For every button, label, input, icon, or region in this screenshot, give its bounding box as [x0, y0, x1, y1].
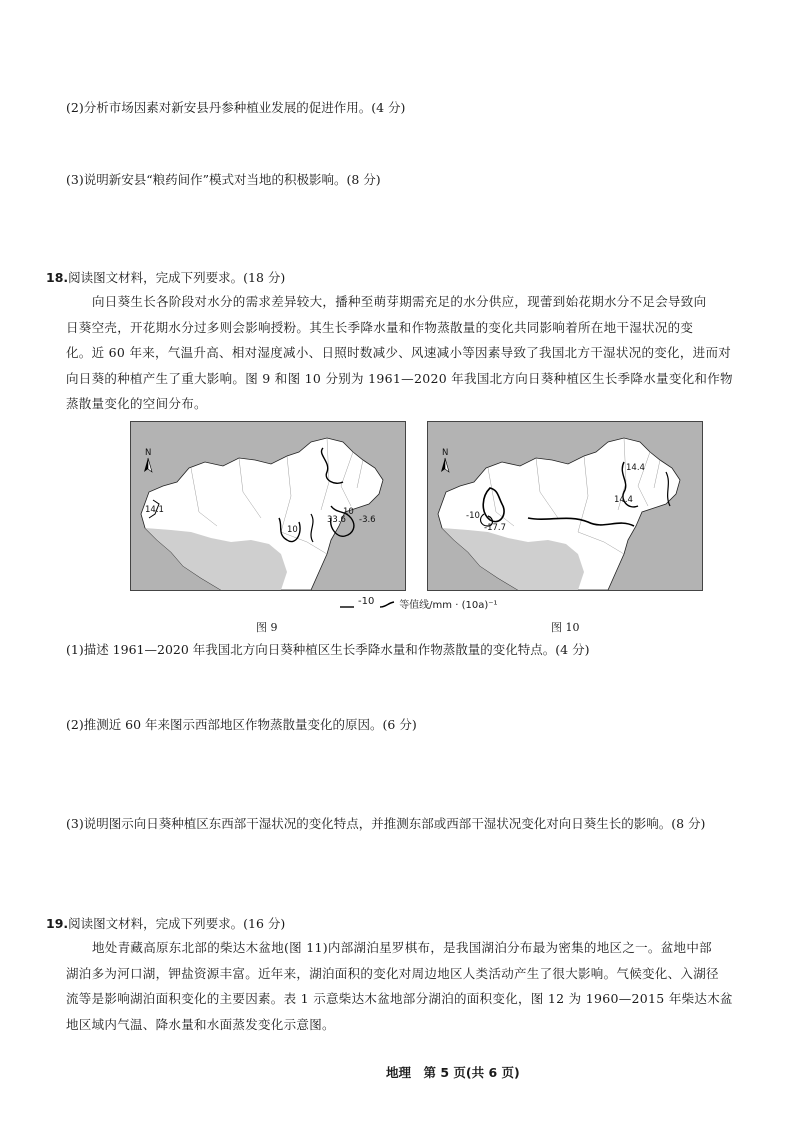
q18-header [46, 269, 285, 287]
q18-header-text: 阅读图文材料，完成下列要求。(18 分) [68, 270, 286, 285]
q19-passage-line: 地区域内气温、降水量和水面蒸发变化示意图。 [66, 1016, 335, 1032]
map10-label: -10 [466, 511, 480, 521]
q19-passage [66, 935, 776, 1037]
map9-label: 33.6 [327, 515, 346, 525]
q19-passage-line: 湖泊多为河口湖，钾盐资源丰富。近年来，湖泊面积的变化对周边地区人类活动产生了很大影响。气候变化、入湖径 [66, 965, 719, 981]
q18-passage-line: 化。近 60 年来，气温升高、相对湿度减小、日照时数减少、风速减小等因素导致了我国北方干湿状况的变化，进而对 [66, 345, 732, 360]
figure-10-map [427, 421, 703, 591]
q19-number: 19. [46, 916, 69, 931]
map-legend [338, 596, 498, 611]
map9-label: 14.1 [145, 505, 164, 515]
q18-passage-line: 向日葵的种植产生了重大影响。图 9 和图 10 分别为 1961—2020 年我国北方向日葵种植区生长季降水量变化和作物 [66, 370, 733, 386]
q19-header-text: 阅读图文材料，完成下列要求。(16 分) [68, 916, 286, 931]
q18-subquestion-2: (2)推测近 60 年来图示西部地区作物蒸散量变化的原因。(6 分) [66, 717, 417, 732]
q17-subquestion-2: (2)分析市场因素对新安县丹参种植业发展的促进作用。(4 分) [66, 100, 406, 115]
q19-passage-line: 流等是影响湖泊面积变化的主要因素。表 1 示意柴达木盆地部分湖泊的面积变化，图 12 为 1960—2015 年柴达木盆 [66, 991, 733, 1006]
map10-label: 14.4 [626, 463, 645, 473]
figure-9-map [130, 421, 406, 591]
map10-label: -17.7 [484, 523, 506, 533]
q18-passage-line: 向日葵生长各阶段对水分的需求差异较大，播种至萌芽期需充足的水分供应，现蕾到始花期水分不足会导致向 [92, 294, 707, 309]
q18-passage-line: 蒸散量变化的空间分布。 [66, 396, 207, 411]
q18-number: 18. [46, 270, 69, 285]
q18-subquestion-3: (3)说明图示向日葵种植区东西部干湿状况的变化特点，并推测东部或西部干湿状况变化对向日葵生长的影响。(8 分) [66, 816, 706, 831]
map9-label: 10 [343, 507, 354, 517]
map10-label: 14.4 [614, 495, 633, 505]
north-arrow-icon [144, 448, 152, 472]
north-label: N [442, 448, 449, 458]
q17-subquestion-3: (3)说明新安县“粮药间作”模式对当地的积极影响。(8 分) [66, 172, 381, 187]
q19-header [46, 915, 285, 933]
legend-text: 等值线/mm · (10a)⁻¹ [399, 600, 498, 611]
map9-label: 10 [287, 525, 298, 535]
figure-10-caption: 图 10 [551, 621, 580, 634]
q18-passage-line: 日葵空壳，开花期水分过多则会影响授粉。其生长季降水量和作物蒸散量的变化共同影响着所在地干湿状况的变 [66, 319, 694, 335]
page-footer: 地理 第 5 页(共 6 页) [386, 1065, 520, 1080]
figure-9-caption: 图 9 [256, 621, 278, 634]
legend-sample-value: -10 [358, 596, 375, 607]
q18-subquestion-1: (1)描述 1961—2020 年我国北方向日葵种植区生长季降水量和作物蒸散量的变化特点。(4 分) [66, 642, 590, 657]
q19-passage-line: 地处青藏高原东北部的柴达木盆地(图 11)内部湖泊星罗棋布，是我国湖泊分布最为密集的地区之一。盆地中部 [92, 940, 712, 955]
map9-label: -3.6 [359, 515, 376, 525]
north-label: N [145, 448, 152, 458]
q18-passage [66, 289, 776, 417]
north-arrow-icon [441, 448, 449, 472]
